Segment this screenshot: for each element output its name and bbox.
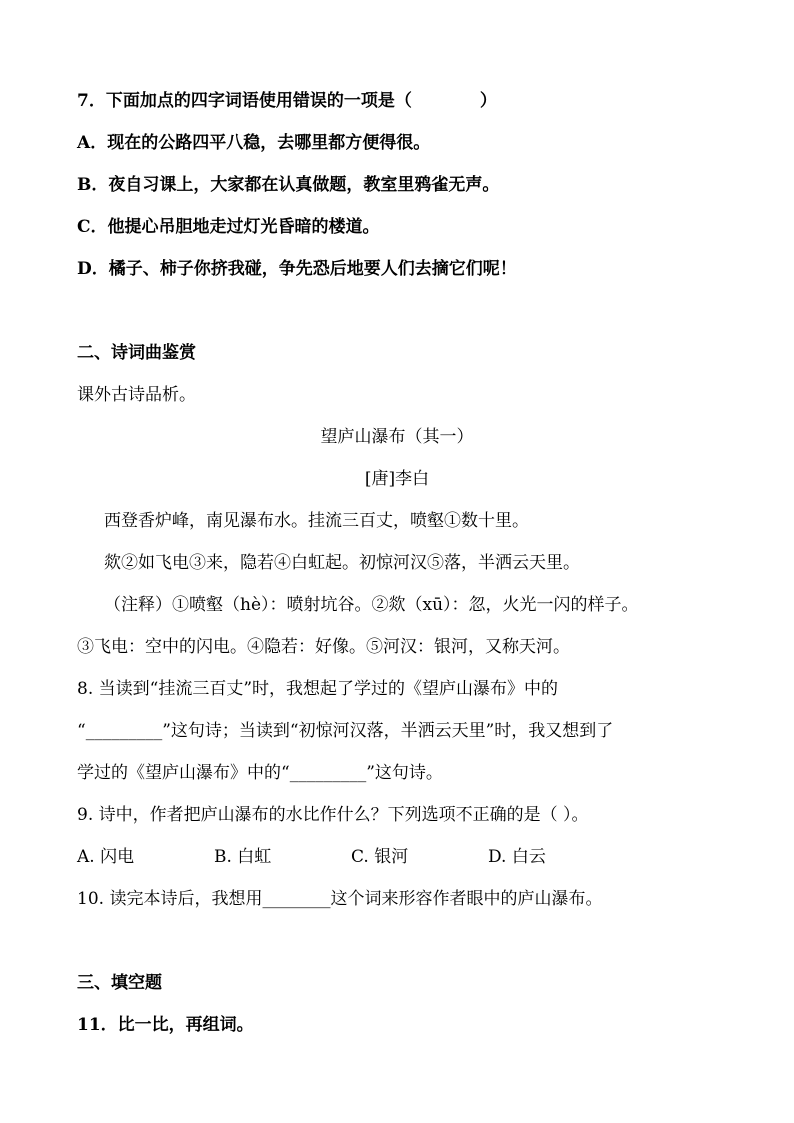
question-9-stem: 9. 诗中，作者把庐山瀑布的水比作什么？下列选项不正确的是（ ）。 <box>77 805 589 825</box>
question-9-option-c: C. 银河 <box>351 847 409 867</box>
question-7-option-d: D．橘子、柿子你挤我碰，争先恐后地要人们去摘它们呢！ <box>77 259 517 279</box>
question-10: 10. 读完本诗后，我想用________这个词来形容作者眼中的庐山瀑布。 <box>77 889 603 909</box>
question-7-option-a: A．现在的公路四平八稳，去哪里都方便得很。 <box>77 133 431 153</box>
question-9-option-a: A. 闪电 <box>77 847 135 867</box>
poem-notes-line-2: ③飞电：空中的闪电。④隐若：好像。⑤河汉：银河，又称天河。 <box>77 637 570 657</box>
question-8-line-2: “_________”这句诗；当读到“初惊河汉落，半洒云天里”时，我又想到了 <box>77 721 614 741</box>
question-11: 11．比一比，再组词。 <box>77 1015 254 1035</box>
poem-author: [唐]李白 <box>364 469 430 489</box>
question-9-option-b: B. 白虹 <box>214 847 272 867</box>
question-8-line-1: 8. 当读到“挂流三百丈”时，我想起了学过的《望庐山瀑布》中的 <box>77 679 559 699</box>
question-8-line-3: 学过的《望庐山瀑布》中的“_________”这句诗。 <box>77 763 443 783</box>
poem-line-1: 西登香炉峰，南见瀑布水。挂流三百丈，喷壑①数十里。 <box>104 511 529 531</box>
question-7-stem: 7．下面加点的四字词语使用错误的一项是（ ） <box>77 91 497 111</box>
section-2-intro: 课外古诗品析。 <box>77 385 196 405</box>
section-2-heading: 二、诗词曲鉴赏 <box>77 343 196 363</box>
question-9-options <box>77 842 546 867</box>
poem-line-2: 欻②如飞电③来，隐若④白虹起。初惊河汉⑤落，半洒云天里。 <box>104 553 580 573</box>
question-7-option-c: C．他提心吊胆地走过灯光昏暗的楼道。 <box>77 217 380 237</box>
poem-title: 望庐山瀑布（其一） <box>320 427 474 447</box>
section-3-heading: 三、填空题 <box>77 973 162 993</box>
question-9-option-d: D. 白云 <box>488 847 546 867</box>
question-7-option-b: B．夜自习课上，大家都在认真做题，教室里鸦雀无声。 <box>77 175 500 195</box>
poem-notes-line-1: （注释）①喷壑（hè）：喷射坑谷。②欻（xū）：忽，火光一闪的样子。 <box>104 595 639 615</box>
